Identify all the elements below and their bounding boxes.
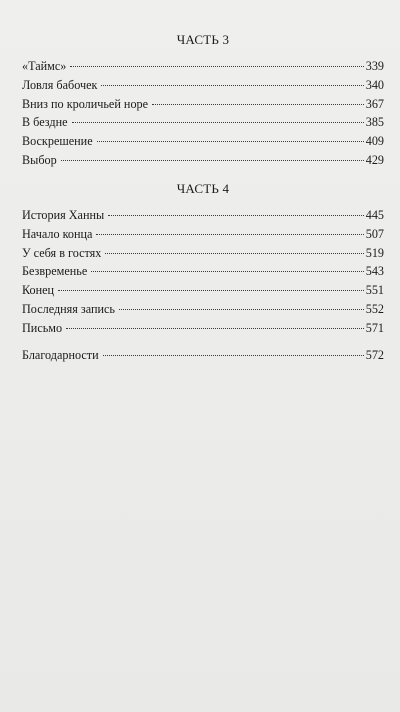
- part-4-toc-list: [22, 206, 384, 338]
- dot-leader: [97, 141, 364, 142]
- toc-entry-title: Ловля бабочек: [22, 77, 98, 92]
- toc-entry: [22, 206, 384, 225]
- toc-entry-title: Благодарности: [22, 348, 99, 362]
- dot-leader: [66, 328, 364, 329]
- toc-entry-title: У себя в гостях: [22, 245, 102, 260]
- dot-leader: [91, 271, 363, 272]
- toc-entry: [22, 281, 384, 300]
- toc-entry-page: 339: [365, 59, 384, 73]
- part-3-toc-list: [22, 57, 384, 170]
- toc-entry-page: 445: [365, 208, 384, 222]
- toc-entry: [22, 113, 384, 132]
- toc-entry-title: Вниз по кроличьей норе: [22, 96, 149, 111]
- toc-entry-title: Воскрешение: [22, 134, 93, 149]
- toc-entry: [22, 225, 384, 244]
- toc-entry: [22, 95, 384, 114]
- toc-entry-title: «Таймс»: [22, 59, 67, 73]
- closing-toc-list: [22, 346, 384, 365]
- dot-leader: [58, 290, 364, 291]
- dot-leader: [61, 160, 364, 161]
- dot-leader: [72, 122, 364, 123]
- dot-leader: [152, 104, 364, 105]
- closing-section: [22, 346, 384, 365]
- dot-leader: [96, 234, 363, 235]
- toc-entry: [22, 132, 384, 151]
- dot-leader: [70, 66, 363, 67]
- toc-entry-page: 367: [365, 96, 384, 111]
- dot-leader: [108, 215, 364, 216]
- toc-entry-title: Безвременье: [22, 264, 88, 279]
- toc-entry-page: 572: [365, 348, 384, 362]
- toc-entry: [22, 346, 384, 365]
- toc-entry: [22, 319, 384, 338]
- toc-entry: [22, 76, 384, 95]
- toc-entry-page: 385: [365, 115, 384, 130]
- toc-entry-page: 551: [365, 283, 384, 298]
- toc-entry-title: Письмо: [22, 320, 63, 335]
- toc-entry-page: 571: [365, 320, 384, 335]
- part-4-heading: ЧАСТЬ 4: [176, 181, 230, 196]
- toc-entry-page: 409: [365, 134, 384, 149]
- dot-leader: [105, 253, 363, 254]
- toc-entry-page: 519: [365, 245, 384, 260]
- dot-leader: [119, 309, 364, 310]
- dot-leader: [103, 355, 364, 356]
- toc-entry-title: Выбор: [22, 152, 57, 167]
- toc-entry-title: Последняя запись: [22, 301, 115, 316]
- toc-entry-title: Начало конца: [22, 226, 93, 241]
- toc-entry-page: 507: [365, 226, 384, 241]
- toc-entry-page: 543: [365, 264, 384, 279]
- toc-entry-page: 340: [365, 77, 384, 92]
- toc-entry: [22, 244, 384, 263]
- toc-entry-page: 429: [365, 152, 384, 167]
- part-3-section: [22, 31, 384, 170]
- part-3-heading: ЧАСТЬ 3: [176, 32, 230, 47]
- toc-entry: [22, 57, 384, 76]
- dot-leader: [101, 85, 363, 86]
- toc-entry-page: 552: [365, 301, 384, 316]
- toc-entry-title: В бездне: [22, 115, 68, 130]
- toc-entry-title: История Ханны: [22, 208, 105, 222]
- toc-entry: [22, 262, 384, 281]
- toc-entry: [22, 151, 384, 170]
- toc-entry: [22, 300, 384, 319]
- part-4-section: [22, 180, 384, 338]
- toc-entry-title: Конец: [22, 283, 55, 298]
